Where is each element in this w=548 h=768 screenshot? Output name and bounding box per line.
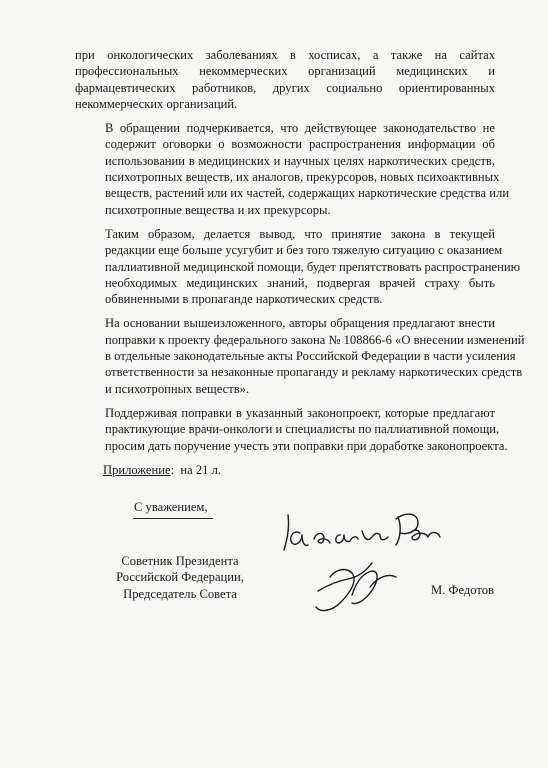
signer-title-line: Российской Федерации, xyxy=(116,570,244,585)
text-line: ответственности за незаконные пропаганду и рекламу наркотических средств xyxy=(105,365,523,380)
text-line: содержит оговорки о возможности распространения информации об xyxy=(105,137,495,152)
paragraph xyxy=(75,226,520,307)
text-line: На основании вышеизложенного, авторы обращения предлагают внести xyxy=(105,316,495,331)
text-line: обвиненными в пропаганде наркотических средств. xyxy=(105,292,383,307)
text-line: паллиативной медицинской помощи, будет препятствовать распространению xyxy=(105,259,520,274)
text-line: психотропных веществ, их аналогов, прекурсоров, новых психоактивных xyxy=(105,170,500,185)
text-line: просим дать поручение учесть эти поправки при доработке законопроекта. xyxy=(105,438,508,453)
text-line: в отдельные законодательные акты Российской Федерации в части усиления xyxy=(105,349,516,364)
handwritten-signature xyxy=(270,495,470,625)
text-line: профессиональных некоммерческих организаций медицинских и xyxy=(75,64,495,79)
text-line: необходимых медицинских знаний, подвергая врачей страху быть xyxy=(105,275,495,290)
text-line: В обращении подчеркивается, что действующее законодательство не xyxy=(105,121,495,136)
text-line: поправки к проекту федерального закона № 108866-6 «О внесении изменений xyxy=(105,332,525,347)
closing-underline xyxy=(133,518,213,519)
closing-phrase: С уважением, xyxy=(134,500,208,514)
appendix-line: Приложение: на 21 л. xyxy=(103,463,222,477)
signer-title-line: Советник Президента xyxy=(121,554,239,568)
text-line: веществ, растений или их частей, содержащих наркотические средства или xyxy=(105,186,510,201)
paragraph xyxy=(75,405,508,454)
paragraph xyxy=(75,120,510,218)
signer-title xyxy=(100,553,260,602)
text-line: Таким образом, делается вывод, что принятие закона в текущей xyxy=(105,226,495,241)
appendix-label: Приложение xyxy=(103,463,171,477)
appendix-value: на 21 л. xyxy=(180,463,222,477)
text-line: практикующие врачи-онкологи и специалисты по паллиативной помощи, xyxy=(105,422,500,437)
text-line: и психотропных веществ». xyxy=(105,381,250,396)
text-line: редакции еще больше усугубит и без того тяжелую ситуацию с оказанием xyxy=(105,243,503,258)
paragraph xyxy=(75,47,495,112)
text-line: при онкологических заболеваниях в хосписах, а также на сайтах xyxy=(75,48,495,62)
paragraph xyxy=(75,315,525,396)
text-line: фармацевтических работников, других социально ориентированных xyxy=(75,80,495,95)
signer-title-line: Председатель Совета xyxy=(123,586,237,601)
text-line: психотропные вещества и их прекурсоры. xyxy=(105,202,331,217)
text-line: Поддерживая поправки в указанный законопроект, которые предлагают xyxy=(105,405,495,420)
letter-body xyxy=(75,47,525,462)
text-line: некоммерческих организаций. xyxy=(75,96,238,111)
text-line: использовании в медицинских и научных целях наркотических средств, xyxy=(105,153,495,168)
signer-name: М. Федотов xyxy=(431,583,494,597)
